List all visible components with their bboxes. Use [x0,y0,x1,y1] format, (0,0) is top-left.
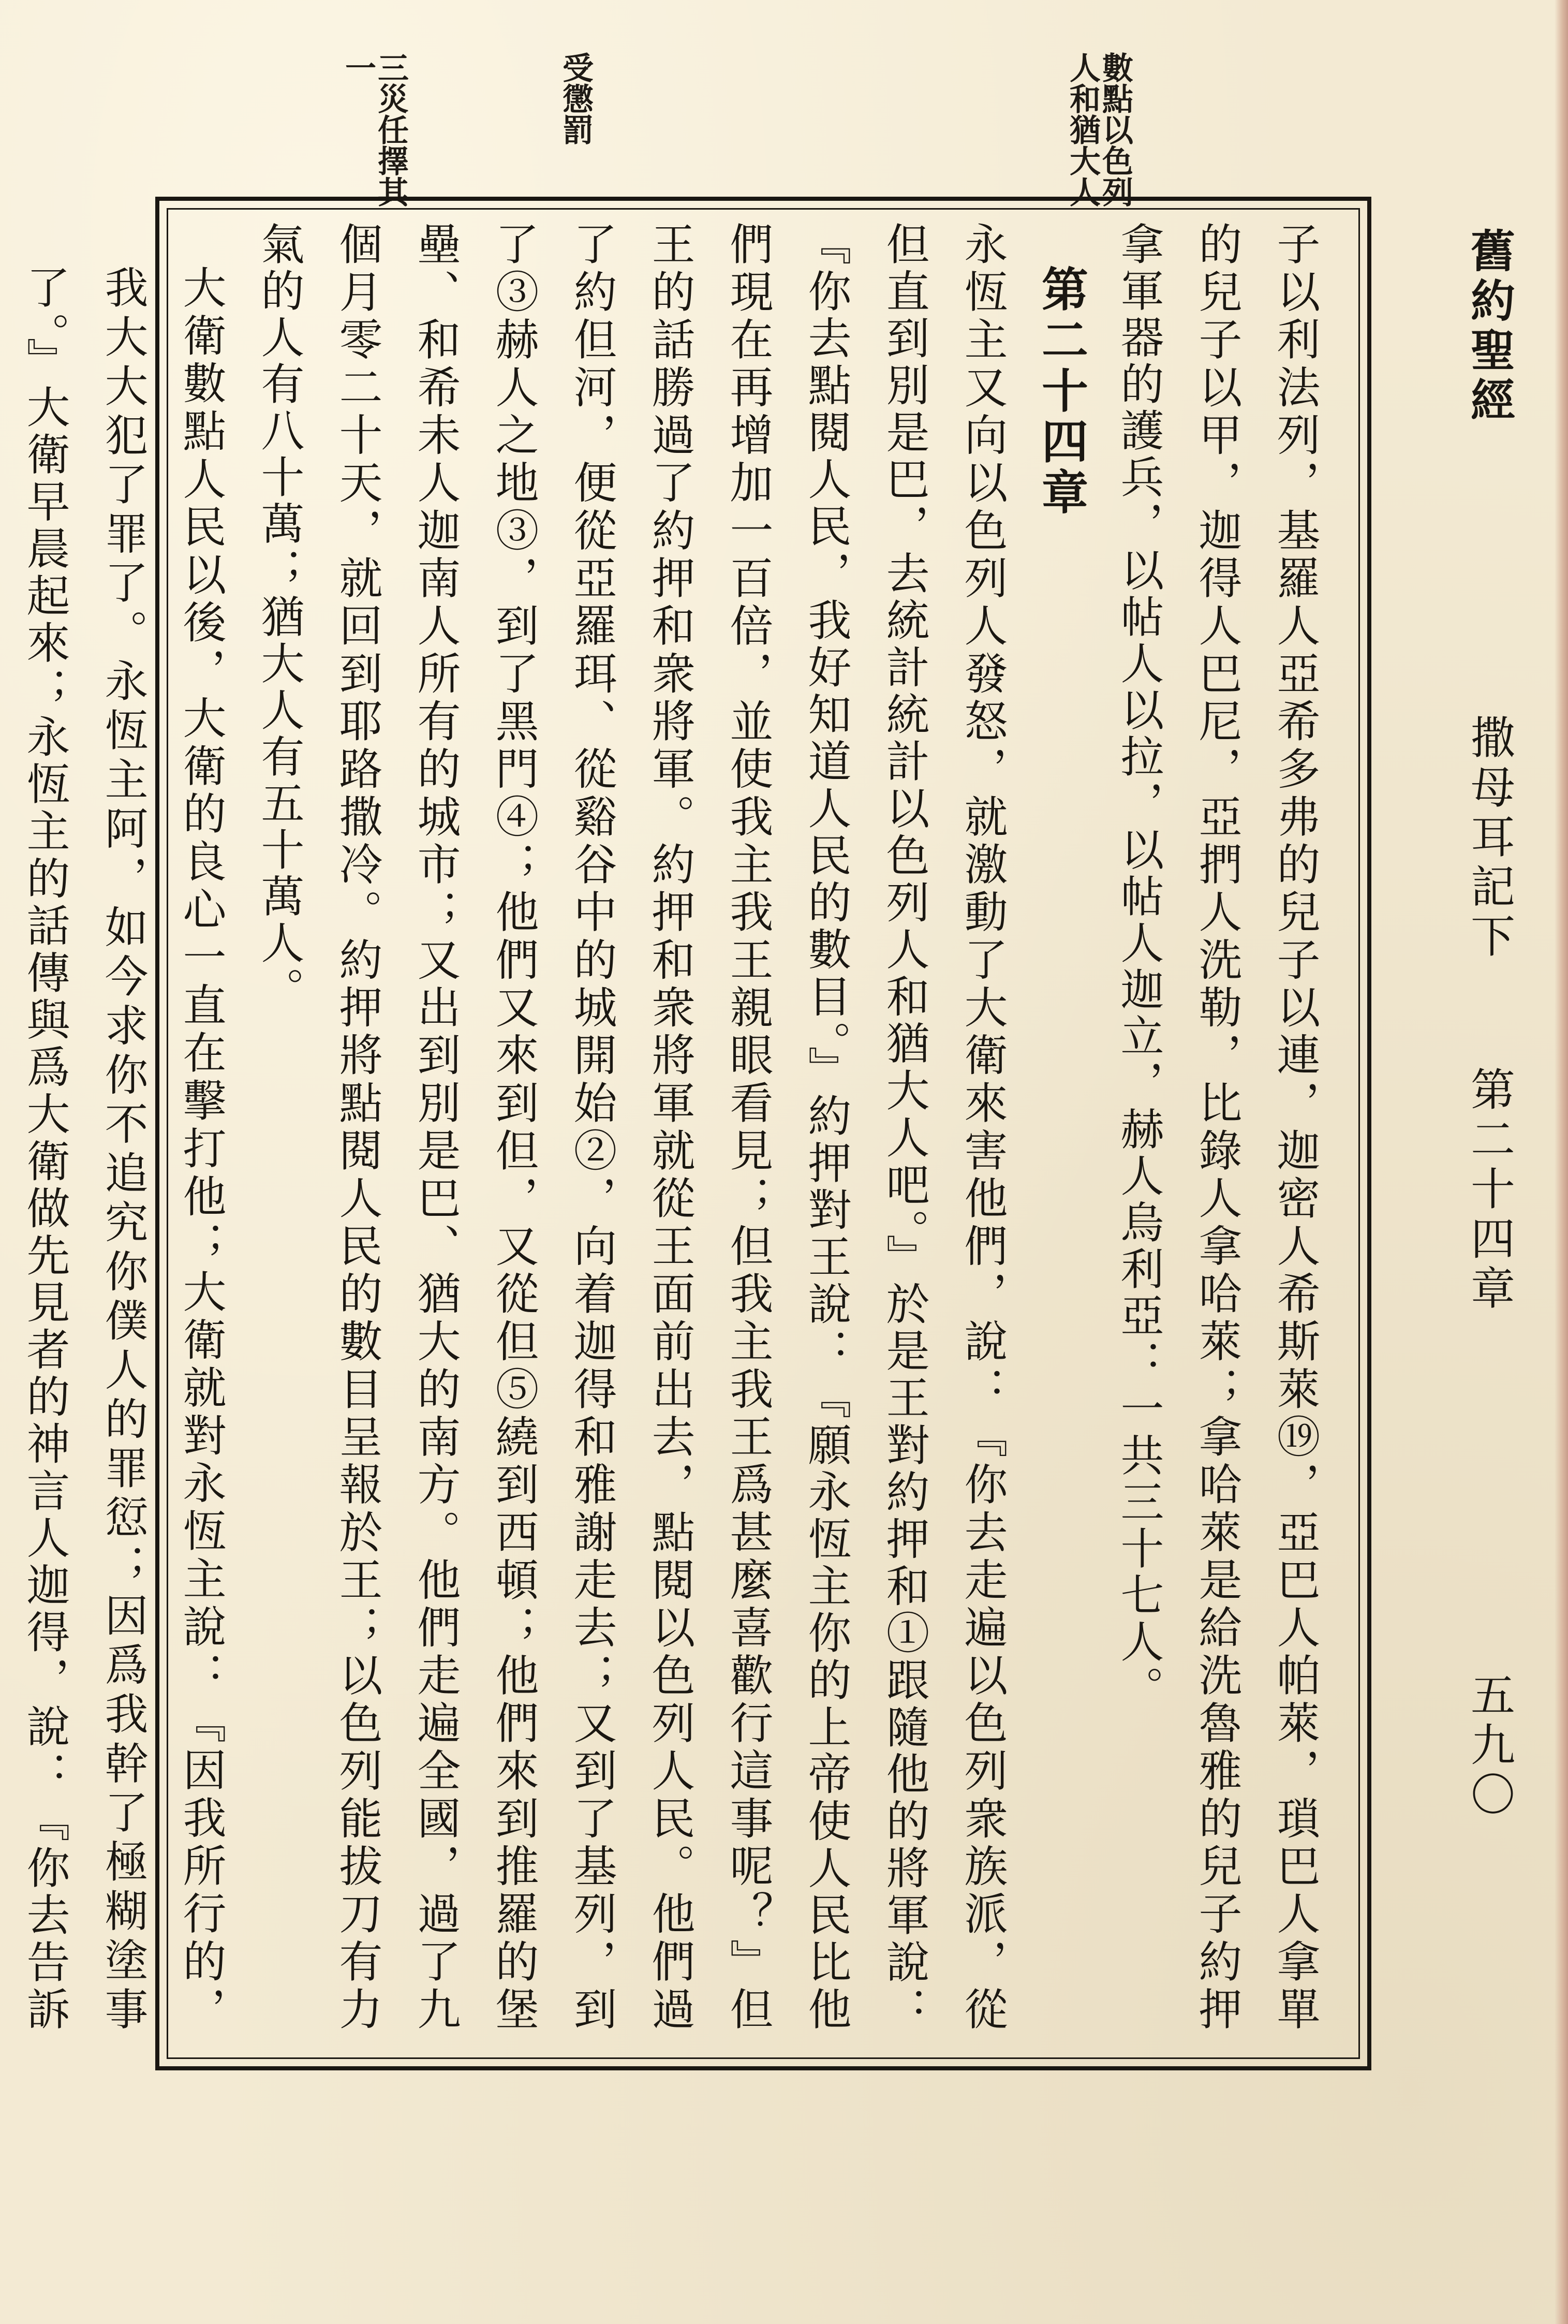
page-edge [1555,0,1568,2324]
paragraph-census: 永恆主又向以色列人發怒，就激動了大衛來害他們，說：『你去走遍以色列衆族派，從但直到別是巴，去統計統計以色列人和猶大人吧。』於是王對約押和①跟隨他的將軍說：『你去點閱人民，我好知道人民的數目。』約押對王說：『願永恆主你的上帝使人民比他們現在再增加一百倍，並使我主我王親眼看見；但我主我王爲甚麼喜歡行這事呢？』但王的話勝過了約押和衆將軍。約押和衆將軍就從王面前出去，點閱以色列人民。他們過了約但河，便從亞羅珥、從谿谷中的城開始②，向着迦得和雅謝走去；又到了基列，到了③赫人之地③，到了黑門④；他們又來到但，又從但⑤繞到西頓；他們來到推羅的堡壘、和希未人迦南人所有的城市；又出到別是巴、猶大的南方。他們走遍全國，過了九個月零二十天，就回到耶路撒冷。約押將點閱人民的數目呈報於王；以色列能拔刀有力氣的人有八十萬；猶大人有五十萬人。 [254,222,1008,2033]
margin-note-three-plagues: 三災任擇其一 [340,52,409,207]
paragraph-punishment: 大衛數點人民以後，大衛的良心一直在擊打他；大衛就對永恆主說：『因我所行的，我大大犯了罪了。永恆主阿，如今求你不追究你僕人的罪愆；因爲我幹了極糊塗事了。』大衛早晨起來；永恆主的話傳與爲大衛做先見者的神言人迦得，說：『你去告訴 [20,265,227,2033]
running-head-chapter: 第二十四章 [1463,1066,1515,1315]
chapter-heading: 第二十四章 [1033,265,1088,519]
paragraph-verse-list-end: 子以利法列，基羅人亞希多弗的兒子以連，迦密人希斯萊⑲，亞巴人帕萊，瑣巴人拿單的兒子以甲，迦得人巴尼，亞捫人洗勒，比錄人拿哈萊；拿哈萊是給洗魯雅的兒子約押拿軍器的護兵，以帖人以拉，以帖人迦立，赫人烏利亞：一共三十七人。 [1114,222,1321,2033]
scripture-text [20,222,1334,2033]
margin-note-census: 數點以色列人和猶大人 [1064,52,1133,207]
text-frame [20,197,1371,2070]
running-head [1397,197,1515,2060]
page-number: 五九〇 [1463,1672,1515,1821]
running-head-book: 撒母耳記下 [1463,714,1515,963]
margin-note-punishment: 受懲罰 [557,52,594,145]
margin-notes [342,52,1221,207]
running-head-title: 舊約聖經 [1463,228,1515,426]
